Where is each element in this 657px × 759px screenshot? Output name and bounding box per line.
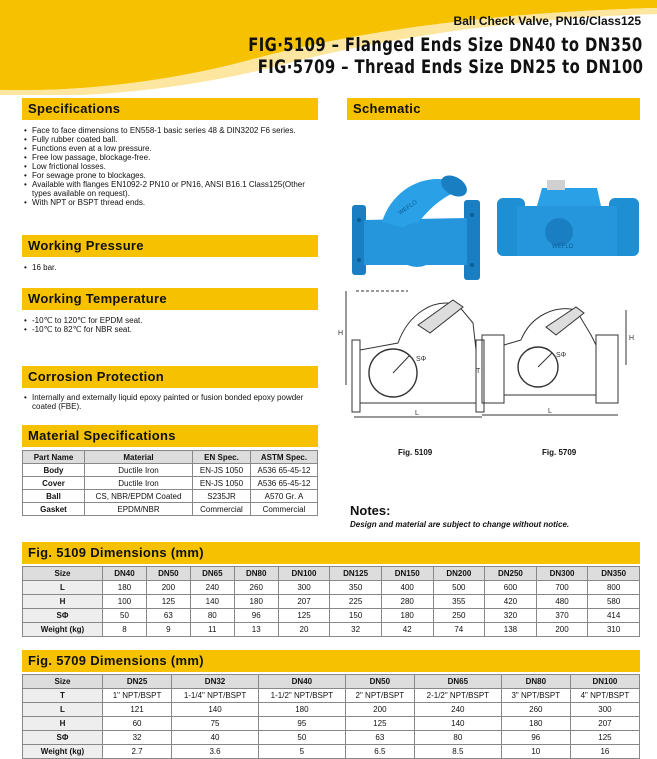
table-cell: T	[23, 689, 103, 703]
table-cell: Commercial	[193, 503, 251, 516]
table-cell: 75	[172, 717, 259, 731]
table-row	[23, 595, 640, 609]
notes-title: Notes:	[350, 503, 391, 518]
dim-label-s: SΦ	[416, 356, 427, 363]
table-cell: 350	[330, 581, 382, 595]
table-cell: DN32	[172, 675, 259, 689]
table-cell: Size	[23, 567, 103, 581]
dim-label-h: H	[338, 330, 344, 337]
table-row	[23, 731, 640, 745]
table-cell: 240	[190, 581, 234, 595]
table-cell: 300	[278, 581, 330, 595]
table-cell: 125	[278, 609, 330, 623]
spec-item: • For sewage prone to blockages.	[24, 171, 316, 180]
schematic-heading: Schematic	[347, 98, 640, 120]
table-cell: Ductile Iron	[85, 464, 193, 477]
table-cell: 140	[414, 717, 501, 731]
table-cell: 180	[501, 717, 570, 731]
table-cell: 10	[501, 745, 570, 759]
caption-5109: Fig. 5109	[398, 448, 433, 457]
table-cell: Weight (kg)	[23, 623, 103, 637]
table-cell: DN150	[381, 567, 433, 581]
dim5109-heading: Fig. 5109 Dimensions (mm)	[22, 542, 640, 564]
table-cell: 80	[190, 609, 234, 623]
spec-item: • Functions even at a low pressure.	[24, 144, 316, 153]
table-cell: 3.6	[172, 745, 259, 759]
table-cell: 370	[536, 609, 588, 623]
table-cell: DN65	[190, 567, 234, 581]
table-cell: DN40	[103, 567, 147, 581]
spec-item: • Free low passage, blockage-free.	[24, 153, 316, 162]
table-cell: 1-1/4" NPT/BSPT	[172, 689, 259, 703]
table-cell: Weight (kg)	[23, 745, 103, 759]
table-cell: Size	[23, 675, 103, 689]
table-cell: 121	[103, 703, 172, 717]
table-cell: S235JR	[193, 490, 251, 503]
table-row	[23, 609, 640, 623]
brand-mark: WEFLO	[552, 244, 574, 250]
table-cell: 500	[433, 581, 485, 595]
table-cell: 11	[190, 623, 234, 637]
table-cell: 42	[381, 623, 433, 637]
table-cell: 180	[381, 609, 433, 623]
table-row	[23, 717, 640, 731]
table-cell: 13	[234, 623, 278, 637]
table-row	[23, 689, 640, 703]
valve-5109-photo	[352, 170, 490, 282]
table-cell: 260	[501, 703, 570, 717]
material-col-header: ASTM Spec.	[251, 451, 318, 464]
spec-item: • With NPT or BSPT thread ends.	[24, 198, 316, 207]
dim-label-t: T	[476, 368, 481, 375]
material-col-header: Material	[85, 451, 193, 464]
table-cell: 480	[536, 595, 588, 609]
corrosion-heading: Corrosion Protection	[22, 366, 318, 388]
table-cell: DN350	[588, 567, 640, 581]
caption-5709: Fig. 5709	[542, 448, 577, 457]
table-cell: 140	[190, 595, 234, 609]
table-cell: 40	[172, 731, 259, 745]
table-cell: 240	[414, 703, 501, 717]
table-cell: 2" NPT/BSPT	[345, 689, 414, 703]
table-cell: 100	[103, 595, 147, 609]
table-cell: A536 65-45-12	[251, 464, 318, 477]
table-cell: 125	[345, 717, 414, 731]
spec-item: • Face to face dimensions to EN558-1 basic series 48 & DIN3202 F6 series.	[24, 126, 316, 135]
table-cell: 5	[258, 745, 345, 759]
table-cell: DN80	[234, 567, 278, 581]
notes-body: Design and material are subject to change without notice.	[350, 520, 570, 529]
table-cell: DN125	[330, 567, 382, 581]
table-cell: 280	[381, 595, 433, 609]
table-cell: Ball	[23, 490, 85, 503]
table-cell: 63	[345, 731, 414, 745]
table-cell: 8	[103, 623, 147, 637]
dim-label-s: SΦ	[556, 352, 567, 359]
table-cell: H	[23, 717, 103, 731]
table-cell: 414	[588, 609, 640, 623]
table-cell: 63	[146, 609, 190, 623]
table-row	[23, 567, 640, 581]
header-subtitle: Ball Check Valve, PN16/Class125	[453, 14, 641, 28]
table-cell: 1-1/2" NPT/BSPT	[258, 689, 345, 703]
table-cell: 60	[103, 717, 172, 731]
temperature-item: • -10℃ to 120℃ for EPDM seat.	[24, 316, 316, 325]
table-cell: SΦ	[23, 609, 103, 623]
schematic-5109-drawing	[338, 285, 498, 425]
table-cell: 150	[330, 609, 382, 623]
material-header-row	[23, 451, 318, 464]
table-cell: EPDM/NBR	[85, 503, 193, 516]
table-cell: 32	[103, 731, 172, 745]
table-cell: A536 65-45-12	[251, 477, 318, 490]
pressure-item: • 16 bar.	[24, 263, 316, 272]
table-cell: 200	[345, 703, 414, 717]
working-pressure-list	[24, 263, 316, 272]
table-cell: 2-1/2" NPT/BSPT	[414, 689, 501, 703]
table-cell: 207	[570, 717, 639, 731]
schematic-5709-drawing	[476, 295, 636, 423]
working-temperature-list	[24, 316, 316, 334]
table-cell: EN-JS 1050	[193, 464, 251, 477]
material-row	[23, 503, 318, 516]
table-cell: 6.5	[345, 745, 414, 759]
table-cell: 250	[433, 609, 485, 623]
table-cell: 180	[103, 581, 147, 595]
table-cell: Cover	[23, 477, 85, 490]
table-cell: DN50	[345, 675, 414, 689]
table-cell: 800	[588, 581, 640, 595]
table-cell: 50	[258, 731, 345, 745]
table-cell: DN200	[433, 567, 485, 581]
table-cell: DN100	[278, 567, 330, 581]
table-row	[23, 703, 640, 717]
table-cell: Commercial	[251, 503, 318, 516]
table-cell: 420	[485, 595, 537, 609]
table-cell: 8.5	[414, 745, 501, 759]
table-cell: 225	[330, 595, 382, 609]
dim-label-l: L	[415, 410, 419, 417]
table-cell: L	[23, 703, 103, 717]
table-cell: 80	[414, 731, 501, 745]
table-cell: DN80	[501, 675, 570, 689]
table-cell: 16	[570, 745, 639, 759]
dim5109-table	[22, 566, 640, 637]
table-cell: 125	[146, 595, 190, 609]
table-cell: 200	[146, 581, 190, 595]
table-cell: 180	[234, 595, 278, 609]
table-cell: Ductile Iron	[85, 477, 193, 490]
material-row	[23, 477, 318, 490]
table-cell: DN100	[570, 675, 639, 689]
table-cell: L	[23, 581, 103, 595]
table-row	[23, 581, 640, 595]
table-cell: 207	[278, 595, 330, 609]
table-cell: 74	[433, 623, 485, 637]
dim-label-h: H	[629, 335, 635, 342]
specifications-heading: Specifications	[22, 98, 318, 120]
table-cell: DN25	[103, 675, 172, 689]
table-cell: 260	[234, 581, 278, 595]
table-cell: 180	[258, 703, 345, 717]
table-cell: 4" NPT/BSPT	[570, 689, 639, 703]
table-cell: Body	[23, 464, 85, 477]
corrosion-item: • Internally and externally liquid epoxy painted or fusion bonded epoxy powder coated (FBE).	[24, 393, 316, 411]
table-cell: CS, NBR/EPDM Coated	[85, 490, 193, 503]
table-cell: 2.7	[103, 745, 172, 759]
table-cell: 95	[258, 717, 345, 731]
working-temperature-heading: Working Temperature	[22, 288, 318, 310]
material-table	[22, 450, 318, 516]
table-cell: SΦ	[23, 731, 103, 745]
table-cell: DN300	[536, 567, 588, 581]
header-title-line1: FIG·5109 – Flanged Ends Size DN40 to DN350	[248, 34, 643, 56]
material-row	[23, 490, 318, 503]
corrosion-list	[24, 393, 316, 411]
dim-label-l: L	[548, 408, 552, 415]
header-title-line2: FIG·5709 – Thread Ends Size DN25 to DN100	[257, 56, 643, 78]
table-cell: 140	[172, 703, 259, 717]
table-row	[23, 623, 640, 637]
table-cell: 96	[234, 609, 278, 623]
brand-mark: WEFLO	[397, 199, 419, 217]
temperature-item: • -10℃ to 82℃ for NBR seat.	[24, 325, 316, 334]
table-cell: 600	[485, 581, 537, 595]
spec-item: • Fully rubber coated ball.	[24, 135, 316, 144]
table-cell: 125	[570, 731, 639, 745]
table-cell: 32	[330, 623, 382, 637]
table-cell: EN-JS 1050	[193, 477, 251, 490]
table-cell: 355	[433, 595, 485, 609]
working-pressure-heading: Working Pressure	[22, 235, 318, 257]
table-cell: 20	[278, 623, 330, 637]
table-cell: 310	[588, 623, 640, 637]
valve-5709-photo	[497, 178, 639, 262]
table-cell: 400	[381, 581, 433, 595]
material-heading: Material Specifications	[22, 425, 318, 447]
material-row	[23, 464, 318, 477]
table-cell: A570 Gr. A	[251, 490, 318, 503]
table-row	[23, 675, 640, 689]
table-cell: 138	[485, 623, 537, 637]
table-cell: DN250	[485, 567, 537, 581]
table-cell: 300	[570, 703, 639, 717]
dim5709-heading: Fig. 5709 Dimensions (mm)	[22, 650, 640, 672]
table-cell: DN40	[258, 675, 345, 689]
table-cell: DN50	[146, 567, 190, 581]
table-cell: H	[23, 595, 103, 609]
table-cell: 3" NPT/BSPT	[501, 689, 570, 703]
dim5709-table	[22, 674, 640, 759]
table-cell: DN65	[414, 675, 501, 689]
table-cell: 700	[536, 581, 588, 595]
table-cell: 580	[588, 595, 640, 609]
spec-item: • Low frictional losses.	[24, 162, 316, 171]
table-cell: 200	[536, 623, 588, 637]
spec-item: • Available with flanges EN1092-2 PN10 or PN16, ANSI B16.1 Class125(Other types available on request).	[24, 180, 316, 198]
table-cell: 320	[485, 609, 537, 623]
table-cell: Gasket	[23, 503, 85, 516]
specifications-list	[24, 126, 316, 207]
table-cell: 96	[501, 731, 570, 745]
table-cell: 9	[146, 623, 190, 637]
table-cell: 50	[103, 609, 147, 623]
material-col-header: Part Name	[23, 451, 85, 464]
table-row	[23, 745, 640, 759]
material-col-header: EN Spec.	[193, 451, 251, 464]
table-cell: 1" NPT/BSPT	[103, 689, 172, 703]
